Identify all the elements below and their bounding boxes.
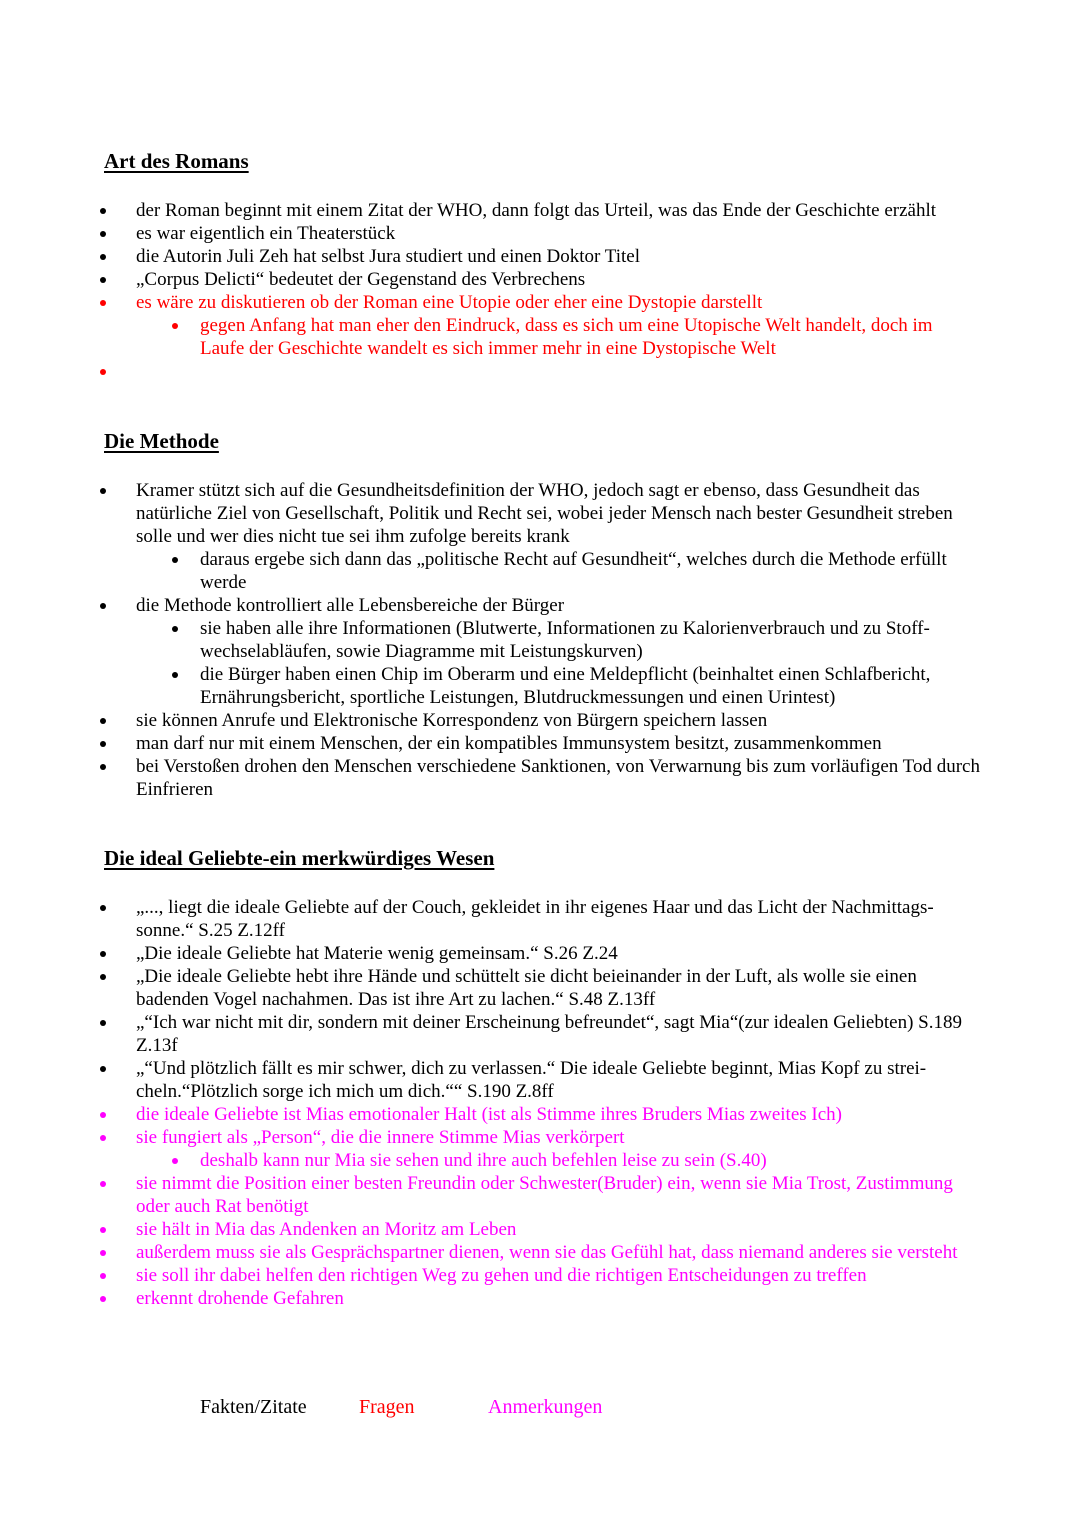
- list-item-text: die Methode kontrolliert alle Lebensbereiche der Bürger: [136, 595, 565, 616]
- list-item-text: es wäre zu diskutieren ob der Roman eine Utopie oder eher eine Dystopie darstellt: [136, 292, 763, 313]
- bullet-icon: [100, 488, 106, 494]
- section-heading-die-methode: Die Methode: [104, 429, 219, 453]
- list-item-text: gegen Anfang hat man eher den Eindruck, dass es sich um eine Utopische Welt handelt, doch im Laufe der Geschichte wandelt es sich immer mehr in eine Dystopische Welt: [200, 315, 933, 359]
- list-item-text: sie nimmt die Position einer besten Freundin oder Schwester(Bruder) ein, wenn sie Mia Trost, Zustimmung oder auch Rat benötigt: [136, 1173, 953, 1217]
- list-item: [0, 1011, 1080, 1057]
- bullet-icon: [100, 300, 106, 306]
- bullet-icon: [172, 1158, 178, 1164]
- bullet-icon: [100, 231, 106, 237]
- list-item: [0, 268, 1080, 291]
- list-item-text: „Die ideale Geliebte hat Materie wenig gemeinsam.“ S.26 Z.24: [136, 943, 618, 964]
- list-item-text: „Corpus Delicti“ bedeutet der Gegenstand des Verbrechens: [136, 269, 586, 290]
- bullet-icon: [100, 1273, 106, 1279]
- bullet-icon: [172, 626, 178, 632]
- list-item-text: „“Und plötzlich fällt es mir schwer, dich zu verlassen.“ Die ideale Geliebte beginnt, Mias Kopf zu streicheln.“Plötzlich sorge ich mich um dich.““ S.190 Z.8ff: [136, 1058, 927, 1102]
- list-item-text: Kramer stützt sich auf die Gesundheitsdefinition der WHO, jedoch sagt er ebenso, dass Gesundheit das natürliche Ziel von Gesellschaft, Politik und Recht sei, wobei jeder Mensch nach bester Gesundheit streben solle und wer dies nicht tue sei ihm zufolge bereits krank: [136, 480, 953, 547]
- list-item: [0, 1241, 1080, 1264]
- bullet-icon: [100, 1135, 106, 1141]
- list-item: [0, 709, 1080, 732]
- bullet-icon: [100, 603, 106, 609]
- sub-list-item: [0, 617, 1080, 663]
- list-item-text: außerdem muss sie als Gesprächspartner dienen, wenn sie das Gefühl hat, dass niemand anderes sie versteht: [136, 1242, 958, 1263]
- list-item-text: sie fungiert als „Person“, die die innere Stimme Mias verkörpert: [136, 1127, 625, 1148]
- list-item-text: sie haben alle ihre Informationen (Blutwerte, Informationen zu Kalorienverbrauch und zu Stoffwechselabläufen, sowie Diagramme mit Leistungskurven): [200, 618, 930, 662]
- bullet-icon: [172, 672, 178, 678]
- bullet-icon: [100, 1296, 106, 1302]
- bullet-icon: [100, 1181, 106, 1187]
- bullet-icon: [100, 1112, 106, 1118]
- list-item: [0, 1264, 1080, 1287]
- bullet-icon: [100, 1020, 106, 1026]
- bullet-icon: [100, 369, 106, 375]
- list-item-text: sie hält in Mia das Andenken an Moritz am Leben: [136, 1219, 517, 1240]
- list-item: [0, 942, 1080, 965]
- list-item: [0, 1057, 1080, 1103]
- section-heading-ideal-geliebte: Die ideal Geliebte-ein merkwürdiges Wesen: [104, 846, 495, 870]
- section-heading-art-des-romans: Art des Romans: [104, 149, 249, 173]
- list-item-text: „Die ideale Geliebte hebt ihre Hände und schüttelt sie dicht beieinander in der Luft, als wolle sie einen badenden Vogel nachahmen. Das ist ihre Art zu lachen.“ S.48 Z.13ff: [136, 966, 917, 1010]
- list-item: [0, 199, 1080, 222]
- bullet-icon: [100, 1250, 106, 1256]
- color-legend: [0, 1396, 1080, 1420]
- list-item-text: die ideale Geliebte ist Mias emotionaler Halt (ist als Stimme ihres Bruders Mias zweites Ich): [136, 1104, 842, 1125]
- sub-list-item: [0, 314, 1080, 360]
- list-item: [0, 1172, 1080, 1218]
- bullet-list-ideal-geliebte: [0, 896, 1080, 1310]
- list-item-text: sie können Anrufe und Elektronische Korrespondenz von Bürgern speichern lassen: [136, 710, 768, 731]
- list-item: [0, 245, 1080, 268]
- bullet-icon: [100, 905, 106, 911]
- bullet-icon: [100, 1227, 106, 1233]
- list-item: [0, 479, 1080, 548]
- bullet-icon: [100, 764, 106, 770]
- list-item: [0, 360, 1080, 383]
- sub-list-item: [0, 548, 1080, 594]
- bullet-list-die-methode: [0, 479, 1080, 801]
- legend-facts: Fakten/Zitate: [200, 1396, 307, 1418]
- bullet-icon: [100, 1066, 106, 1072]
- list-item-text: man darf nur mit einem Menschen, der ein kompatibles Immunsystem besitzt, zusammenkommen: [136, 733, 882, 754]
- list-item-text: „..., liegt die ideale Geliebte auf der Couch, gekleidet in ihr eigenes Haar und das Licht der Nachmittagssonne.“ S.25 Z.12ff: [136, 897, 934, 941]
- legend-questions: Fragen: [359, 1396, 415, 1418]
- list-item-text: sie soll ihr dabei helfen den richtigen Weg zu gehen und die richtigen Entscheidungen zu treffen: [136, 1265, 867, 1286]
- list-item-text: „“Ich war nicht mit dir, sondern mit deiner Erscheinung befreundet“, sagt Mia“(zur idealen Geliebten) S.189 Z.13f: [136, 1012, 962, 1056]
- bullet-icon: [100, 208, 106, 214]
- list-item: [0, 755, 1080, 801]
- list-item-text: es war eigentlich ein Theaterstück: [136, 223, 396, 244]
- list-item: [0, 1126, 1080, 1149]
- list-item: [0, 965, 1080, 1011]
- list-item-text: die Autorin Juli Zeh hat selbst Jura studiert und einen Doktor Titel: [136, 246, 640, 267]
- bullet-icon: [100, 277, 106, 283]
- list-item-text: erkennt drohende Gefahren: [136, 1288, 344, 1309]
- list-item: [0, 1287, 1080, 1310]
- list-item-text: deshalb kann nur Mia sie sehen und ihre auch befehlen leise zu sein (S.40): [200, 1150, 767, 1171]
- sub-list-item: [0, 663, 1080, 709]
- bullet-icon: [100, 254, 106, 260]
- list-item: [0, 896, 1080, 942]
- list-item-text: die Bürger haben einen Chip im Oberarm und eine Meldepflicht (beinhaltet einen Schlafbericht, Ernährungsbericht, sportliche Leistungen, Blutdruckmessungen und einen Urintest): [200, 664, 931, 708]
- bullet-icon: [100, 718, 106, 724]
- list-item-text: daraus ergebe sich dann das „politische Recht auf Gesundheit“, welches durch die Methode erfüllt werde: [200, 549, 947, 593]
- bullet-icon: [100, 951, 106, 957]
- list-item: [0, 291, 1080, 314]
- sub-list-item: [0, 1149, 1080, 1172]
- bullet-icon: [100, 741, 106, 747]
- list-item: [0, 594, 1080, 617]
- bullet-icon: [172, 323, 178, 329]
- list-item: [0, 732, 1080, 755]
- list-item-text: der Roman beginnt mit einem Zitat der WHO, dann folgt das Urteil, was das Ende der Geschichte erzählt: [136, 200, 937, 221]
- bullet-list-art-des-romans: [0, 199, 1080, 383]
- list-item-text: bei Verstoßen drohen den Menschen verschiedene Sanktionen, von Verwarnung bis zum vorläufigen Tod durch Einfrieren: [136, 756, 980, 800]
- list-item: [0, 1103, 1080, 1126]
- bullet-icon: [172, 557, 178, 563]
- list-item: [0, 222, 1080, 245]
- list-item: [0, 1218, 1080, 1241]
- bullet-icon: [100, 974, 106, 980]
- legend-notes: Anmerkungen: [488, 1396, 603, 1418]
